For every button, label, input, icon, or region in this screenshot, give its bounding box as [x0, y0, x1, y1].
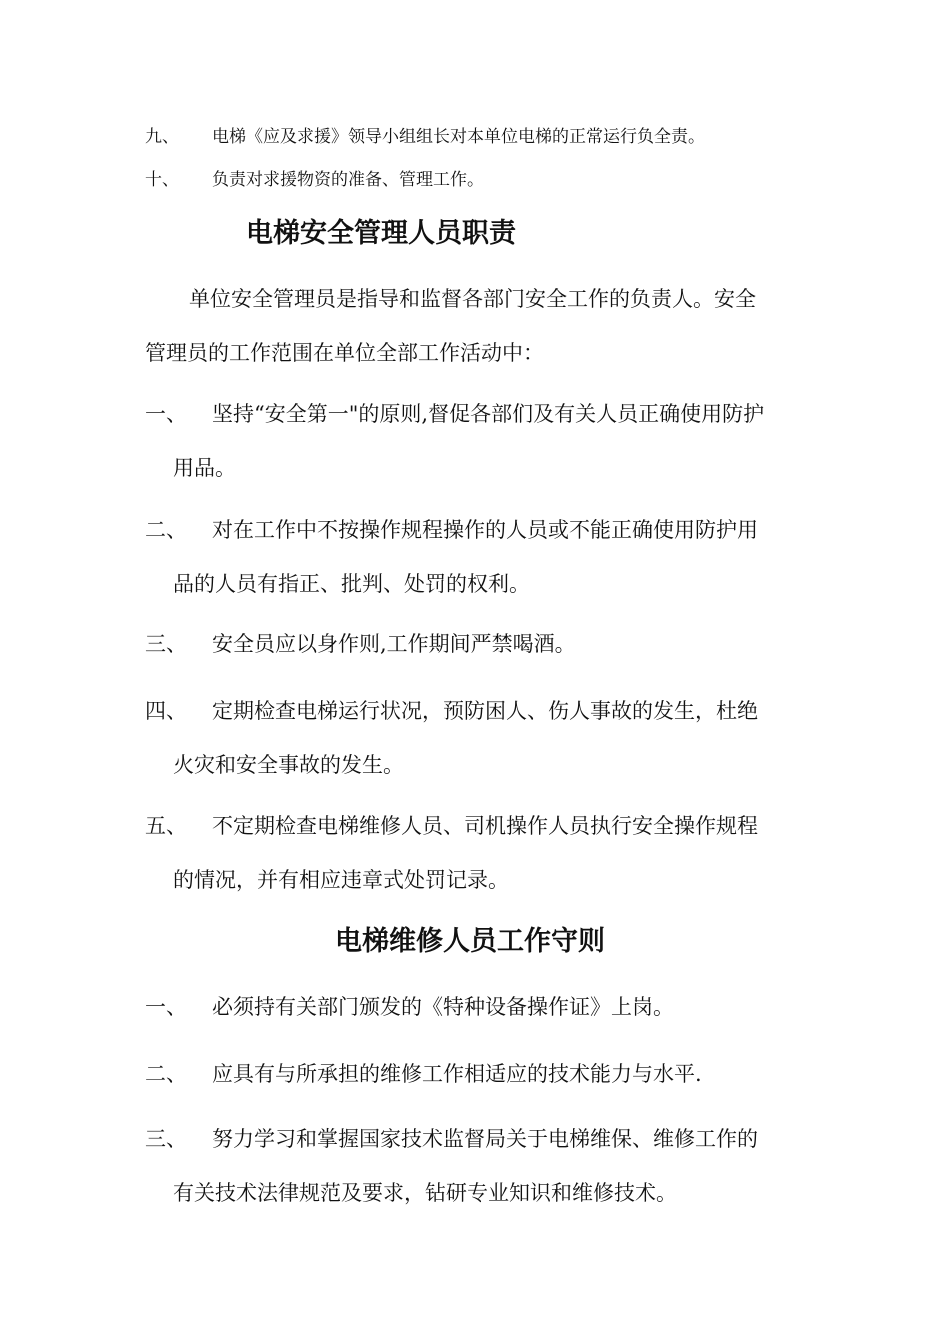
list-item: [145, 1047, 815, 1101]
item-line: 必须持有关部门颁发的《特种设备操作证》上岗。: [212, 995, 674, 1019]
item-line: 用品。: [173, 456, 236, 480]
item-line: 不定期检查电梯维修人员、司机操作人员执行安全操作规程: [212, 814, 758, 838]
item-number: 十、: [145, 170, 179, 190]
item-line: 有关技术法律规范及要求，钻研专业知识和维修技术。: [173, 1181, 677, 1205]
section-title: 电梯安全管理人员职责: [246, 218, 516, 249]
item-line: 的情况，并有相应违章式处罚记录。: [173, 868, 509, 892]
list-item: [145, 684, 815, 792]
item-line: 品的人员有指正、批判、处罚的权利。: [173, 572, 530, 596]
item-line: 对在工作中不按操作规程操作的人员或不能正确使用防护用: [212, 518, 758, 542]
list-item: [145, 799, 815, 907]
intro-paragraph: [145, 272, 815, 380]
item-number: 五、: [145, 814, 187, 838]
item-number: 三、: [145, 1127, 187, 1151]
list-item: [145, 1112, 815, 1220]
item-text: 负责对求援物资的准备、管理工作。: [212, 170, 484, 190]
intro-line: 单位安全管理员是指导和监督各部门安全工作的负责人。安全: [189, 287, 756, 311]
item-number: 九、: [145, 127, 179, 147]
item-line: 定期检查电梯运行状况，预防困人、伤人事故的发生，杜绝: [212, 699, 758, 723]
item-text: 电梯《应及求援》领导小组组长对本单位电梯的正常运行负全责。: [212, 127, 705, 147]
item-line: 努力学习和掌握国家技术监督局关于电梯维保、维修工作的: [212, 1127, 758, 1151]
item-number: 一、: [145, 995, 187, 1019]
item-number: 三、: [145, 632, 187, 656]
section-title: 电梯维修人员工作守则: [335, 926, 605, 957]
item-number: 二、: [145, 518, 187, 542]
list-item: [145, 617, 815, 671]
list-item: [145, 169, 815, 191]
intro-line: 管理员的工作范围在单位全部工作活动中：: [145, 341, 544, 365]
item-number: 二、: [145, 1062, 187, 1086]
list-item: [145, 980, 815, 1034]
item-line: 应具有与所承担的维修工作相适应的技术能力与水平.: [212, 1062, 702, 1086]
list-item: [145, 503, 815, 611]
item-line: 火灾和安全事故的发生。: [173, 753, 404, 777]
item-number: 一、: [145, 402, 187, 426]
item-number: 四、: [145, 699, 187, 723]
item-line: 坚持“安全第一"的原则,督促各部们及有关人员正确使用防护: [212, 402, 765, 426]
list-item: [145, 126, 815, 148]
item-line: 安全员应以身作则,工作期间严禁喝酒。: [212, 632, 576, 656]
list-item: [145, 387, 815, 495]
